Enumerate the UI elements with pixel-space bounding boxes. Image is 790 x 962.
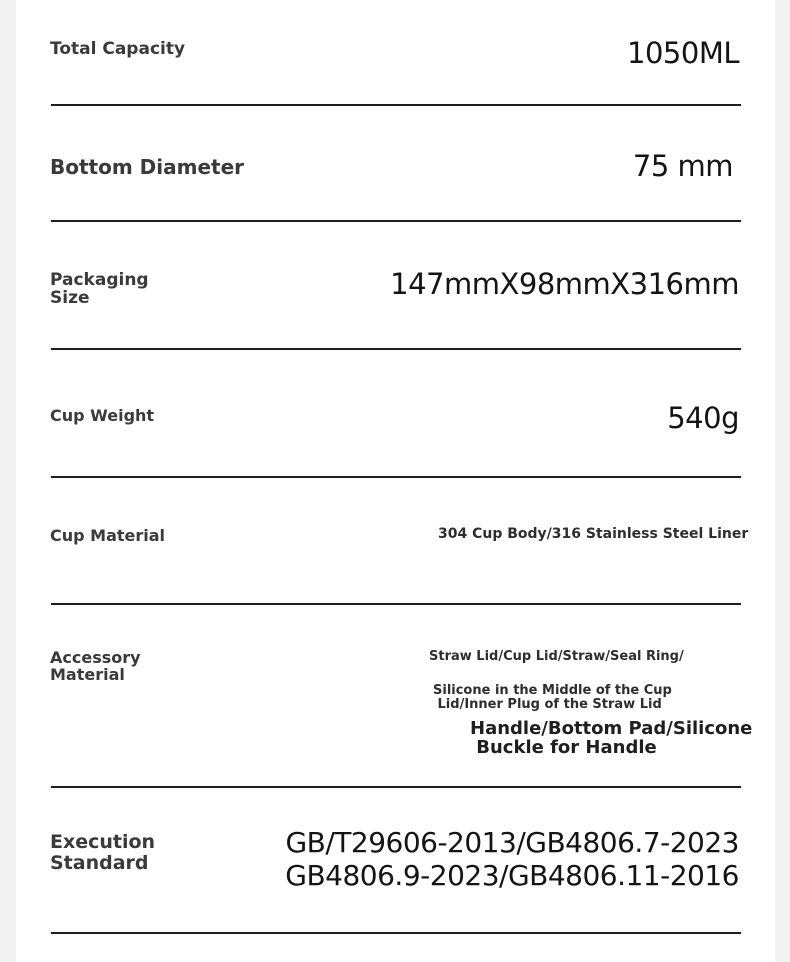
divider (51, 104, 741, 106)
bottom-diameter-label: Bottom Diameter (50, 155, 244, 179)
bottom-diameter-value: 75 mm (632, 149, 733, 183)
accessory-material-label: Accessory Material (50, 648, 141, 684)
divider (51, 348, 741, 350)
divider (51, 786, 741, 788)
cup-weight-label: Cup Weight (50, 406, 155, 425)
execution-standard-label: Execution Standard (50, 831, 156, 874)
execution-standard-line-2: GB4806.9-2023/GB4806.11-2016 (285, 859, 739, 892)
accessory-material-line-3: Handle/Bottom Pad/Silicone Buckle for Handle (470, 718, 753, 758)
accessory-material-line-2: Silicone in the Middle of the Cup Lid/Inner Plug of the Straw Lid (433, 683, 672, 712)
divider (51, 932, 741, 934)
cup-material-label: Cup Material (50, 526, 166, 545)
divider (51, 476, 741, 478)
total-capacity-value: 1050ML (627, 36, 739, 70)
packaging-size-label: Packaging Size (50, 270, 149, 308)
divider (51, 220, 741, 222)
cup-weight-value: 540g (667, 401, 739, 435)
cup-material-value: 304 Cup Body/316 Stainless Steel Liner (438, 526, 749, 542)
accessory-material-line-1: Straw Lid/Cup Lid/Straw/Seal Ring/ (429, 649, 684, 664)
packaging-size-value: 147mmX98mmX316mm (390, 267, 739, 301)
spec-sheet (16, 0, 775, 962)
execution-standard-line-1: GB/T29606-2013/GB4806.7-2023 (285, 826, 739, 859)
divider (51, 603, 741, 605)
total-capacity-label: Total Capacity (50, 39, 186, 59)
